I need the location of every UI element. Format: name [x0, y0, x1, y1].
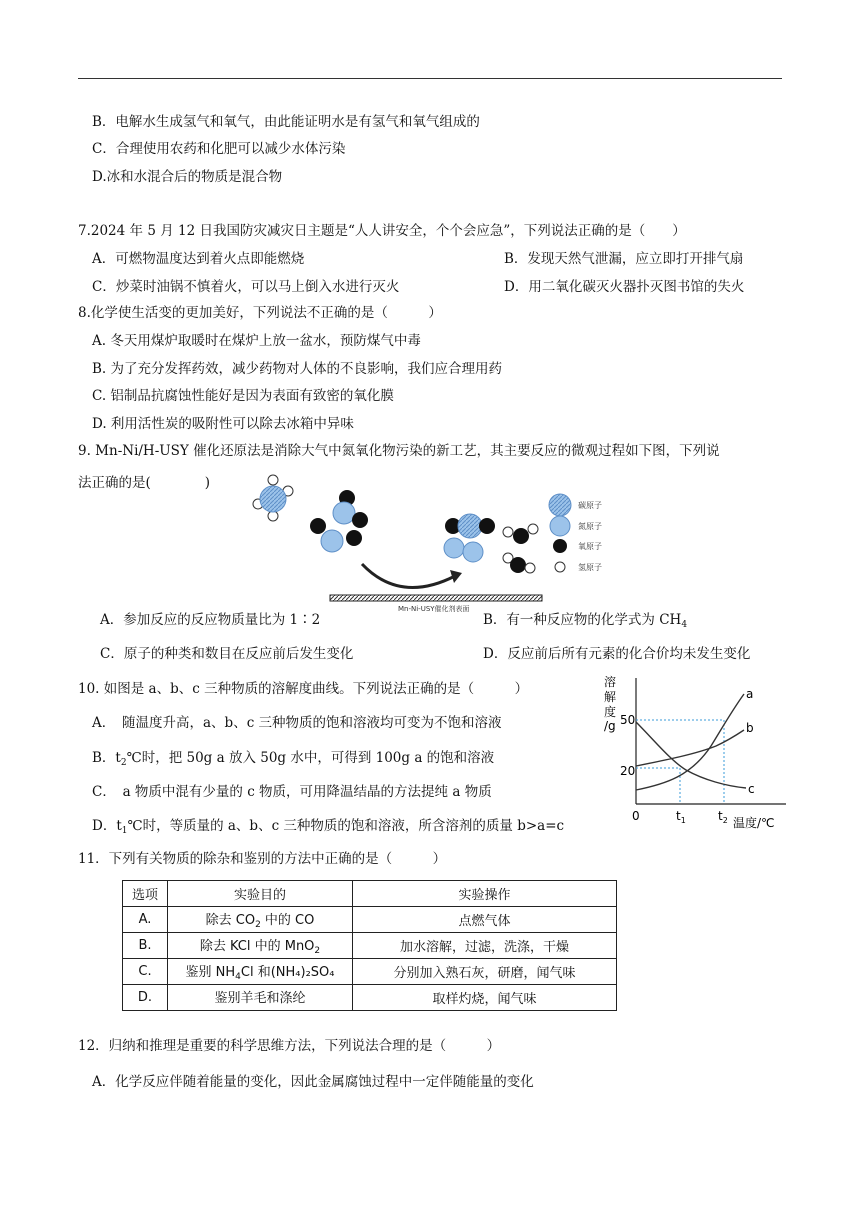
option-d: D．用二氧化碳灭火器扑灭图书馆的失火 — [504, 279, 745, 295]
option-a: A．化学反应伴随着能量的变化，因此金属腐蚀过程中一定伴随能量的变化 — [92, 1074, 534, 1090]
option-d: D.冰和水混合后的物质是混合物 — [92, 169, 283, 185]
operation-cell: 分别加入熟石灰，研磨，闻气味 — [353, 959, 617, 985]
question-stem: 8.化学使生活变的更加美好，下列说法不正确的是（ ） — [78, 305, 442, 321]
svg-text:氢原子: 氢原子 — [578, 563, 602, 572]
table-row — [123, 959, 617, 985]
catalyst-surface-label: Mn-Ni-USY催化剂表面 — [398, 605, 470, 612]
nitrogen-molecule — [444, 538, 483, 562]
table-row — [123, 907, 617, 933]
x-tick-t2: $t_2$ — [718, 809, 728, 825]
methane-molecule — [253, 475, 293, 521]
y-axis-label-1: 溶 — [604, 675, 617, 689]
curve-a — [636, 694, 744, 790]
water-molecule — [503, 553, 535, 573]
option-d: D．反应前后所有元素的化合价均未发生变化 — [483, 646, 751, 662]
option-a: A．可燃物温度达到着火点即能燃烧 — [92, 251, 305, 267]
water-molecule — [503, 524, 538, 544]
question-stem-line1: 9. Mn-Ni/H-USY 催化还原法是消除大气中氮氧化物污染的新工艺，其主要反应的微观过程如下图，下列说 — [78, 443, 720, 459]
curve-label-b: b — [746, 721, 754, 735]
option-cell: C. — [123, 959, 168, 985]
y-tick-20: 20 — [620, 764, 636, 778]
x-tick-t1: $t_1$ — [676, 809, 686, 825]
option-d: D．$t_1℃$时，等质量的 a、b、c 三种物质的饱和溶液，所含溶剂的质量 b>a=c — [92, 818, 565, 836]
svg-text:碳原子: 碳原子 — [578, 501, 602, 510]
option-a: A．参加反应的反应物质量比为 1∶2 — [100, 612, 321, 628]
option-cell: A. — [123, 907, 168, 933]
question-stem: 11．下列有关物质的除杂和鉴别的方法中正确的是（ ） — [78, 851, 447, 867]
question-stem-line2: 法正确的是( ) — [78, 475, 211, 491]
header-cell: 选项 — [123, 881, 168, 907]
goal-cell: 鉴别羊毛和涤纶 — [168, 985, 353, 1011]
svg-text:氮原子: 氮原子 — [578, 522, 602, 531]
y-axis-label-4: /g — [604, 719, 616, 733]
curve-label-c: c — [748, 782, 755, 796]
header-cell: 实验目的 — [168, 881, 353, 907]
option-c: C. 铝制品抗腐蚀性能好是因为表面有致密的氧化膜 — [92, 388, 394, 404]
header-rule — [78, 78, 782, 79]
y-tick-50: 50 — [620, 713, 636, 727]
origin-label: 0 — [632, 809, 640, 823]
option-c: C．原子的种类和数目在反应前后发生变化 — [100, 646, 354, 662]
y-axis-label-2: 解 — [604, 690, 617, 704]
atom-legend — [549, 494, 602, 572]
option-cell: D. — [123, 985, 168, 1011]
operation-cell: 加水溶解，过滤，洗涤，干燥 — [353, 933, 617, 959]
table-row — [123, 933, 617, 959]
option-b: B．电解水生成氢气和氧气，由此能证明水是有氢气和氧气组成的 — [92, 114, 480, 130]
option-c: C．合理使用农药和化肥可以减少水体污染 — [92, 141, 346, 157]
carbon-dioxide-molecule — [445, 514, 495, 538]
question-stem: 7.2024 年 5 月 12 日我国防灾减灾日主题是“人人讲安全，个个会应急”，下列说法正确的是（ ） — [78, 223, 686, 239]
x-axis-label: 温度/℃ — [733, 816, 775, 830]
nitrogen-dioxide-molecule — [333, 490, 368, 528]
reaction-arrow — [362, 564, 455, 588]
option-b: B．有一种反应物的化学式为 $CH_4$ — [483, 612, 688, 630]
goal-cell: 鉴别 $NH_4Cl$ 和(NH₄)₂SO₄ — [168, 959, 353, 985]
goal-cell: 除去 $CO_2$ 中的 CO — [168, 907, 353, 933]
option-b: B．$t_2℃$时，把 50g a 放入 50g 水中，可得到 100g a 的饱和溶液 — [92, 750, 495, 768]
options-table — [122, 880, 617, 1011]
option-cell: B. — [123, 933, 168, 959]
curve-c — [636, 722, 746, 788]
question-stem: 12．归纳和推理是重要的科学思维方法，下列说法合理的是（ ） — [78, 1038, 501, 1054]
svg-text:氧原子: 氧原子 — [578, 542, 602, 551]
y-axis-label-3: 度 — [604, 705, 617, 719]
reaction-diagram — [250, 472, 630, 612]
option-c: C．炒菜时油锅不慎着火，可以马上倒入水进行灭火 — [92, 279, 400, 295]
operation-cell: 点燃气体 — [353, 907, 617, 933]
option-c: C． a 物质中混有少量的 c 物质，可用降温结晶的方法提纯 a 物质 — [92, 784, 492, 800]
table-header-row — [123, 881, 617, 907]
curve-b — [636, 730, 744, 766]
question-stem: 10. 如图是 a、b、c 三种物质的溶解度曲线。下列说法正确的是（ ） — [78, 681, 529, 697]
option-b: B．发现天然气泄漏，应立即打开排气扇 — [504, 251, 744, 267]
curve-label-a: a — [746, 687, 754, 701]
option-b: B. 为了充分发挥药效，减少药物对人体的不良影响，我们应合理用药 — [92, 361, 503, 377]
option-a: A． 随温度升高，a、b、c 三种物质的饱和溶液均可变为不饱和溶液 — [92, 715, 502, 731]
operation-cell: 取样灼烧，闻气味 — [353, 985, 617, 1011]
option-a: A. 冬天用煤炉取暖时在煤炉上放一盆水，预防煤气中毒 — [92, 333, 421, 349]
table-row — [123, 985, 617, 1011]
solubility-chart — [596, 672, 790, 832]
header-cell: 实验操作 — [353, 881, 617, 907]
catalyst-surface — [330, 595, 542, 601]
option-d: D. 利用活性炭的吸附性可以除去冰箱中异味 — [92, 416, 354, 432]
goal-cell: 除去 KCl 中的 MnO$_2$ — [168, 933, 353, 959]
